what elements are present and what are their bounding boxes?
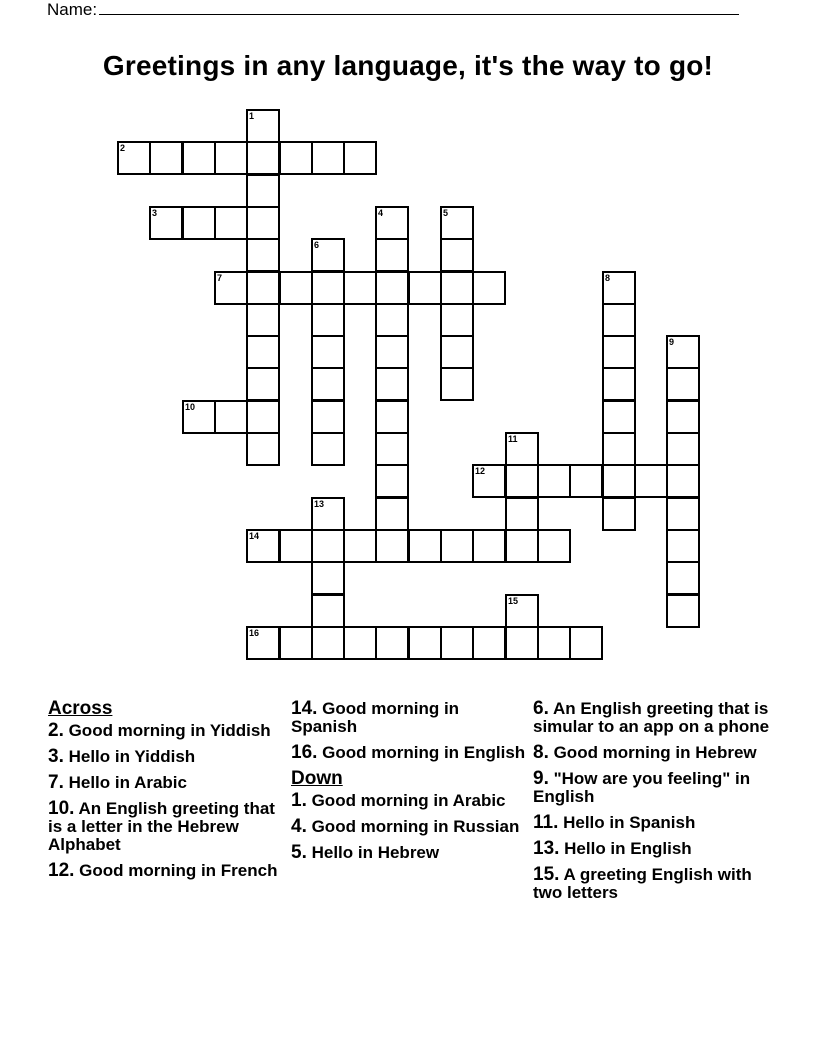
- clue-number: 1: [249, 111, 255, 121]
- grid-cell[interactable]: [246, 174, 280, 208]
- grid-cell[interactable]: [505, 497, 539, 531]
- clue-across-10: 10. An English greeting that is a letter in the Hebrew Alphabet: [48, 798, 275, 854]
- clue-down-13: 13. Hello in English: [533, 838, 692, 859]
- grid-cell[interactable]: [246, 271, 280, 305]
- grid-cell[interactable]: [505, 626, 539, 660]
- grid-cell[interactable]: [311, 594, 345, 628]
- grid-cell[interactable]: [375, 464, 409, 498]
- grid-cell[interactable]: [569, 464, 603, 498]
- clue-across-12: 12. Good morning in French: [48, 860, 278, 881]
- grid-cell[interactable]: [408, 529, 442, 563]
- grid-cell[interactable]: [666, 464, 700, 498]
- grid-cell[interactable]: [666, 367, 700, 401]
- grid-cell[interactable]: [343, 141, 377, 175]
- grid-cell[interactable]: [311, 141, 345, 175]
- grid-cell[interactable]: [214, 206, 248, 240]
- grid-cell[interactable]: [279, 141, 313, 175]
- grid-cell[interactable]: [375, 432, 409, 466]
- grid-cell[interactable]: [182, 206, 216, 240]
- clue-column-3: [533, 700, 778, 910]
- grid-cell[interactable]: [375, 238, 409, 272]
- grid-cell[interactable]: [311, 529, 345, 563]
- grid-cell[interactable]: [343, 626, 377, 660]
- grid-cell[interactable]: [440, 529, 474, 563]
- grid-cell[interactable]: [472, 271, 506, 305]
- grid-cell[interactable]: [375, 335, 409, 369]
- grid-cell[interactable]: [408, 626, 442, 660]
- clue-down-11: 11. Hello in Spanish: [533, 812, 696, 833]
- grid-cell[interactable]: [246, 141, 280, 175]
- grid-cell[interactable]: [537, 529, 571, 563]
- grid-cell[interactable]: [472, 529, 506, 563]
- grid-cell[interactable]: [214, 141, 248, 175]
- clue-down-6: 6. An English greeting that is simular to an app on a phone: [533, 698, 770, 736]
- clue-number: 5: [443, 208, 449, 218]
- grid-cell[interactable]: [602, 464, 636, 498]
- grid-cell[interactable]: [311, 432, 345, 466]
- clue-number: 8: [605, 273, 611, 283]
- grid-cell[interactable]: [375, 497, 409, 531]
- grid-cell[interactable]: [246, 303, 280, 337]
- grid-cell[interactable]: [279, 529, 313, 563]
- grid-cell[interactable]: [375, 626, 409, 660]
- grid-cell[interactable]: [440, 335, 474, 369]
- grid-cell[interactable]: [569, 626, 603, 660]
- grid-cell[interactable]: [375, 271, 409, 305]
- grid-cell[interactable]: [246, 367, 280, 401]
- grid-cell[interactable]: [602, 400, 636, 434]
- grid-cell[interactable]: [440, 303, 474, 337]
- grid-cell[interactable]: [440, 367, 474, 401]
- grid-cell[interactable]: [343, 529, 377, 563]
- grid-cell[interactable]: [440, 238, 474, 272]
- clue-number: 2: [120, 143, 126, 153]
- grid-cell[interactable]: [666, 561, 700, 595]
- clue-number: 4: [378, 208, 384, 218]
- grid-cell[interactable]: [408, 271, 442, 305]
- grid-cell[interactable]: [375, 367, 409, 401]
- down-heading: Down: [291, 768, 343, 789]
- grid-cell[interactable]: [375, 400, 409, 434]
- clue-down-8: 8. Good morning in Hebrew: [533, 742, 757, 763]
- grid-cell[interactable]: [343, 271, 377, 305]
- clue-number: 3: [152, 208, 158, 218]
- clue-down-5: 5. Hello in Hebrew: [291, 842, 440, 863]
- grid-cell[interactable]: [311, 335, 345, 369]
- grid-cell[interactable]: [246, 335, 280, 369]
- grid-cell[interactable]: [666, 594, 700, 628]
- grid-cell[interactable]: [311, 271, 345, 305]
- grid-cell[interactable]: [505, 529, 539, 563]
- grid-cell[interactable]: [311, 400, 345, 434]
- grid-cell[interactable]: [375, 303, 409, 337]
- grid-cell[interactable]: [666, 400, 700, 434]
- clue-number: 11: [508, 434, 518, 444]
- grid-cell[interactable]: [602, 432, 636, 466]
- clue-across-16: 16. Good morning in English: [291, 742, 526, 763]
- grid-cell[interactable]: [602, 367, 636, 401]
- clue-number: 16: [249, 628, 260, 638]
- clue-down-9: 9. "How are you feeling" in English: [533, 768, 751, 806]
- clue-across-7: 7. Hello in Arabic: [48, 772, 187, 793]
- clue-column-2: [291, 700, 526, 870]
- clue-number: 6: [314, 240, 320, 250]
- grid-cell[interactable]: [666, 432, 700, 466]
- grid-cell[interactable]: [634, 464, 668, 498]
- page-title: Greetings in any language, it's the way to go!: [102, 50, 714, 81]
- grid-cell[interactable]: [666, 529, 700, 563]
- clue-down-4: 4. Good morning in Russian: [291, 816, 520, 837]
- grid-cell[interactable]: [279, 271, 313, 305]
- clue-column-1: [48, 700, 283, 888]
- grid-cell[interactable]: [149, 141, 183, 175]
- grid-cell[interactable]: [375, 529, 409, 563]
- grid-cell[interactable]: [246, 432, 280, 466]
- grid-cell[interactable]: [246, 238, 280, 272]
- grid-cell[interactable]: [537, 626, 571, 660]
- grid-cell[interactable]: [472, 626, 506, 660]
- clue-number: 12: [475, 466, 486, 476]
- grid-cell[interactable]: [214, 400, 248, 434]
- clue-number: 13: [314, 499, 325, 509]
- grid-cell[interactable]: [311, 561, 345, 595]
- name-label: Name:: [47, 0, 98, 19]
- grid-cell[interactable]: [182, 141, 216, 175]
- grid-cell[interactable]: [279, 626, 313, 660]
- clue-number: 7: [217, 273, 223, 283]
- grid-cell[interactable]: [246, 400, 280, 434]
- clue-across-3: 3. Hello in Yiddish: [48, 746, 196, 767]
- grid-cell[interactable]: [505, 464, 539, 498]
- clue-down-15: 15. A greeting English with two letters: [533, 864, 752, 902]
- grid-cell[interactable]: [311, 626, 345, 660]
- grid-cell[interactable]: [311, 367, 345, 401]
- grid-cell[interactable]: [246, 206, 280, 240]
- clue-number: 15: [508, 596, 519, 606]
- grid-cell[interactable]: [602, 335, 636, 369]
- grid-cell[interactable]: [537, 464, 571, 498]
- grid-cell[interactable]: [666, 497, 700, 531]
- clue-across-2: 2. Good morning in Yiddish: [48, 720, 271, 741]
- clue-number: 10: [185, 402, 196, 412]
- clue-across-14: 14. Good morning in Spanish: [291, 698, 460, 736]
- grid-cell[interactable]: [440, 271, 474, 305]
- clue-number: 9: [669, 337, 675, 347]
- grid-cell[interactable]: [602, 497, 636, 531]
- clue-down-1: 1. Good morning in Arabic: [291, 790, 506, 811]
- grid-cell[interactable]: [440, 626, 474, 660]
- grid-cell[interactable]: [602, 303, 636, 337]
- across-heading: Across: [48, 698, 113, 719]
- grid-cell[interactable]: [311, 303, 345, 337]
- clue-number: 14: [249, 531, 260, 541]
